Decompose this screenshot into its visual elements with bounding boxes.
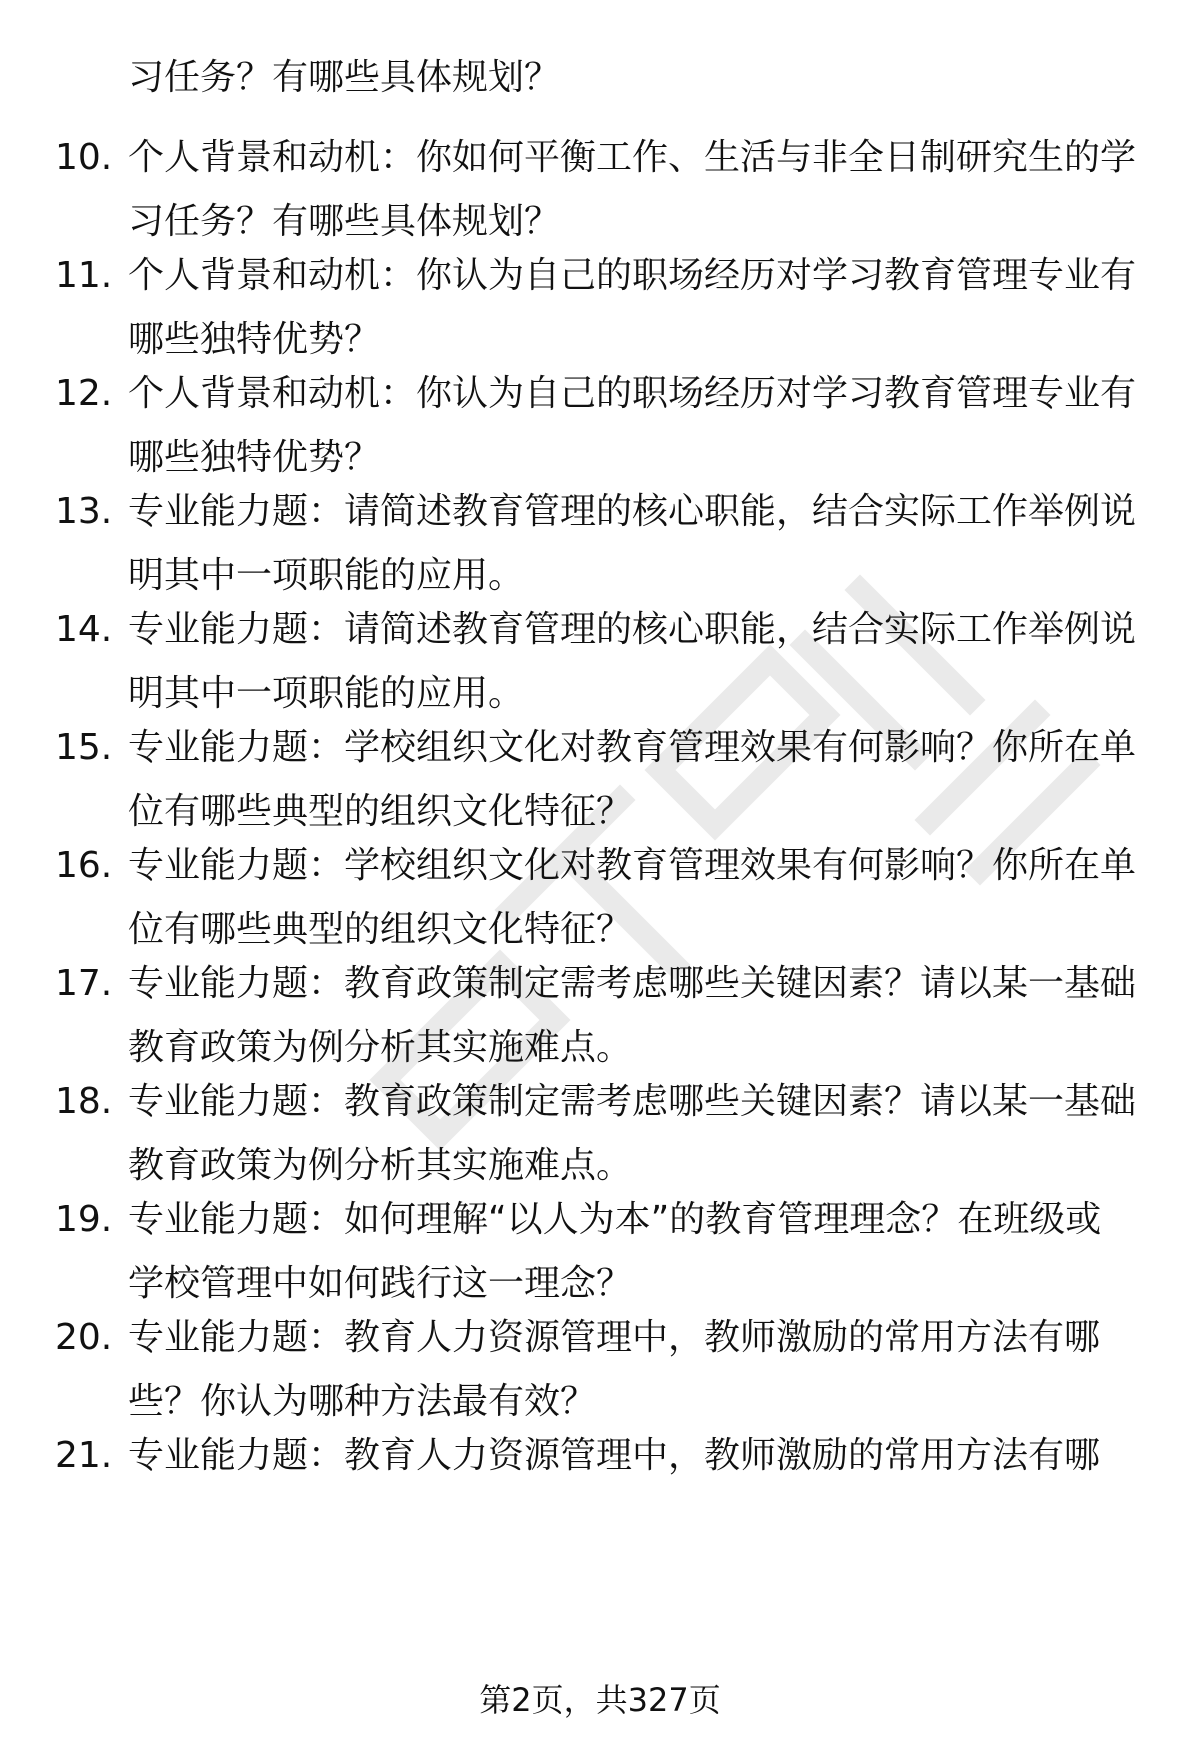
list-item	[55, 1196, 1140, 1304]
list-item	[55, 960, 1140, 1068]
item-line-1: 专业能力题：学校组织文化对教育管理效果有何影响？你所在单	[128, 727, 1137, 768]
item-number: 16.	[55, 845, 113, 886]
item-line-2: 学校管理中如何践行这一理念？	[128, 1263, 633, 1304]
item-line-1: 专业能力题：请简述教育管理的核心职能，结合实际工作举例说	[128, 491, 1137, 532]
item-number: 21.	[55, 1435, 113, 1476]
item-line-1: 个人背景和动机：你认为自己的职场经历对学习教育管理专业有	[128, 373, 1137, 414]
item-line-2: 哪些独特优势？	[128, 437, 381, 478]
page-footer: 第2页，共327页	[479, 1681, 721, 1719]
item-line-2: 些？你认为哪种方法最有效？	[128, 1381, 597, 1422]
item-text	[128, 606, 1138, 718]
item-text	[128, 1432, 1138, 1496]
item-line-2: 教育政策为例分析其实施难点。	[128, 1027, 633, 1068]
carryover-line: 习任务？有哪些具体规划？	[128, 57, 561, 98]
item-number: 14.	[55, 609, 113, 650]
item-number: 18.	[55, 1081, 113, 1122]
item-number: 19.	[55, 1199, 113, 1240]
item-text	[128, 370, 1138, 482]
item-text	[128, 1314, 1138, 1426]
item-line-1: 专业能力题：学校组织文化对教育管理效果有何影响？你所在单	[128, 845, 1137, 886]
item-line-1: 专业能力题：请简述教育管理的核心职能，结合实际工作举例说	[128, 609, 1137, 650]
item-line-2: 哪些独特优势？	[128, 319, 381, 360]
item-number: 10.	[55, 137, 113, 178]
item-line-2: 位有哪些典型的组织文化特征？	[128, 909, 633, 950]
list-item	[55, 1314, 1140, 1422]
list-item	[55, 724, 1140, 832]
item-line-2: 位有哪些典型的组织文化特征？	[128, 791, 633, 832]
item-line-1: 专业能力题：教育政策制定需考虑哪些关键因素？请以某一基础	[128, 1081, 1137, 1122]
item-text	[128, 1196, 1138, 1308]
item-line-2: 习任务？有哪些具体规划？	[128, 201, 561, 242]
item-number: 11.	[55, 255, 113, 296]
item-text	[128, 134, 1138, 246]
item-line-1: 专业能力题：教育人力资源管理中，教师激励的常用方法有哪	[128, 1435, 1101, 1476]
item-line-2: 明其中一项职能的应用。	[128, 555, 525, 596]
item-line-2: 明其中一项职能的应用。	[128, 673, 525, 714]
item-number: 13.	[55, 491, 113, 532]
item-text	[128, 1078, 1138, 1190]
list-item	[55, 370, 1140, 478]
list-item	[55, 606, 1140, 714]
item-text	[128, 724, 1138, 836]
item-line-2: 教育政策为例分析其实施难点。	[128, 1145, 633, 1186]
item-text	[128, 488, 1138, 600]
item-line-1: 个人背景和动机：你如何平衡工作、生活与非全日制研究生的学	[128, 137, 1137, 178]
item-line-1: 专业能力题：教育政策制定需考虑哪些关键因素？请以某一基础	[128, 963, 1137, 1004]
item-line-1: 专业能力题：如何理解“以人为本”的教育管理理念？在班级或	[128, 1199, 1102, 1240]
item-number: 15.	[55, 727, 113, 768]
item-number: 17.	[55, 963, 113, 1004]
list-item	[55, 488, 1140, 596]
item-number: 12.	[55, 373, 113, 414]
list-item	[55, 1078, 1140, 1186]
item-text	[128, 960, 1138, 1072]
list-item	[55, 252, 1140, 360]
item-text	[128, 252, 1138, 364]
list-item	[55, 134, 1140, 242]
item-line-1: 专业能力题：教育人力资源管理中，教师激励的常用方法有哪	[128, 1317, 1101, 1358]
list-item	[55, 842, 1140, 950]
item-line-1: 个人背景和动机：你认为自己的职场经历对学习教育管理专业有	[128, 255, 1137, 296]
list-item	[55, 1432, 1140, 1532]
item-text	[128, 842, 1138, 954]
item-number: 20.	[55, 1317, 113, 1358]
